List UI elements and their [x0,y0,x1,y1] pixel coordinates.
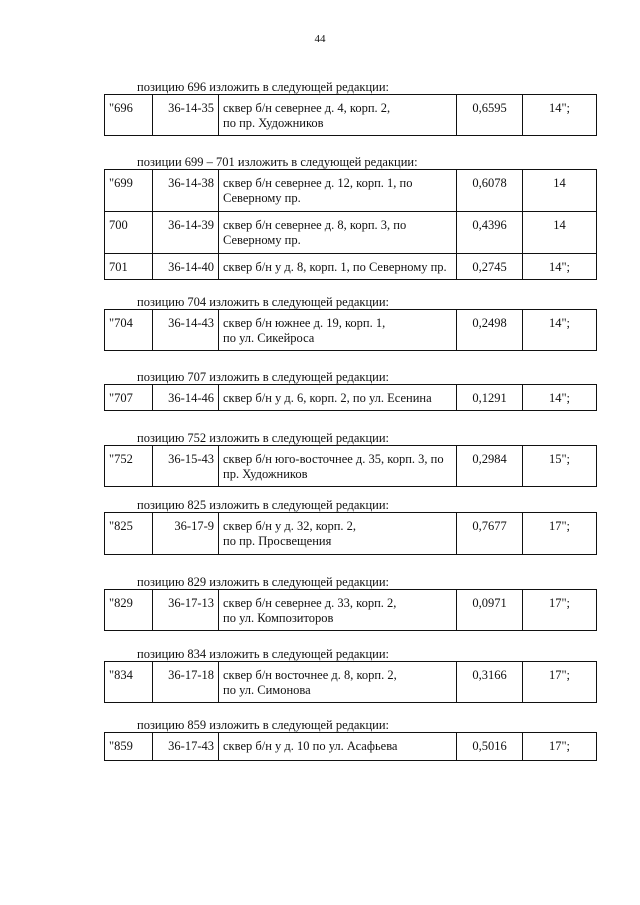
position-number: "825 [105,513,153,555]
registry-code: 36-14-35 [153,95,219,136]
entry-table [104,589,597,631]
position-number: "834 [105,662,153,703]
description-line: пр. Художников [223,467,308,481]
section-heading: позицию 834 изложить в следующей редакции: [137,647,389,661]
position-number: "859 [105,733,153,761]
amendment-section [104,80,596,136]
registry-code: 36-14-38 [153,170,219,212]
amendment-section [104,370,596,411]
zone-number: 14"; [523,310,597,351]
position-number: "829 [105,590,153,631]
object-description [219,254,457,280]
section-heading: позицию 707 изложить в следующей редакции: [137,370,389,384]
zone-number: 14"; [523,385,597,411]
description-line: сквер б/н севернее д. 4, корп. 2, [223,101,391,115]
description-line: сквер б/н у д. 32, корп. 2, [223,519,357,533]
amendment-section [104,647,596,703]
entry-table [104,384,597,411]
registry-code: 36-14-39 [153,212,219,254]
table-row [105,733,597,761]
registry-code: 36-17-18 [153,662,219,703]
zone-number: 14"; [523,254,597,280]
zone-number: 17"; [523,733,597,761]
amendment-section [104,155,596,280]
entry-table [104,661,597,703]
section-heading: позицию 859 изложить в следующей редакции: [137,718,389,732]
area-value: 0,0971 [457,590,523,631]
registry-code: 36-14-46 [153,385,219,411]
entry-table [104,445,597,487]
table-row [105,513,597,555]
table-row [105,95,597,136]
description-line: по пр. Художников [223,116,324,130]
registry-code: 36-17-13 [153,590,219,631]
zone-number: 17"; [523,662,597,703]
area-value: 0,5016 [457,733,523,761]
entry-table [104,169,597,280]
entry-table [104,309,597,351]
position-number: 701 [105,254,153,280]
object-description [219,212,457,254]
page-number: 44 [314,33,326,45]
amendment-section [104,431,596,487]
description-line: сквер б/н севернее д. 33, корп. 2, [223,596,397,610]
object-description [219,385,457,411]
table-row [105,385,597,411]
zone-number: 14"; [523,95,597,136]
description-line: сквер б/н у д. 6, корп. 2, по ул. Есенина [223,391,432,405]
area-value: 0,7677 [457,513,523,555]
registry-code: 36-15-43 [153,446,219,487]
section-heading: позицию 704 изложить в следующей редакции: [137,295,389,309]
area-value: 0,6595 [457,95,523,136]
position-number: "704 [105,310,153,351]
description-line: сквер б/н южнее д. 19, корп. 1, [223,316,386,330]
table-row [105,254,597,280]
amendment-section [104,575,596,631]
entry-table [104,732,597,761]
position-number: "707 [105,385,153,411]
section-heading: позиции 699 – 701 изложить в следующей редакции: [137,155,418,169]
registry-code: 36-17-43 [153,733,219,761]
zone-number: 14 [523,170,597,212]
description-line: по ул. Сикейроса [223,331,315,345]
position-number: "752 [105,446,153,487]
zone-number: 14 [523,212,597,254]
zone-number: 15"; [523,446,597,487]
section-heading: позицию 752 изложить в следующей редакции: [137,431,389,445]
description-line: сквер б/н у д. 8, корп. 1, по Северному пр. [223,260,447,274]
area-value: 0,2498 [457,310,523,351]
amendment-section [104,295,596,351]
description-line: сквер б/н юго-восточнее д. 35, корп. 3, по [223,452,444,466]
registry-code: 36-14-43 [153,310,219,351]
section-heading: позицию 696 изложить в следующей редакции: [137,80,389,94]
description-line: Северному пр. [223,191,301,205]
table-row [105,212,597,254]
area-value: 0,2745 [457,254,523,280]
description-line: сквер б/н восточнее д. 8, корп. 2, [223,668,397,682]
position-number: "699 [105,170,153,212]
area-value: 0,2984 [457,446,523,487]
object-description [219,590,457,631]
area-value: 0,3166 [457,662,523,703]
entry-table [104,94,597,136]
object-description [219,310,457,351]
area-value: 0,6078 [457,170,523,212]
object-description [219,513,457,555]
registry-code: 36-17-9 [153,513,219,555]
zone-number: 17"; [523,513,597,555]
table-row [105,170,597,212]
description-line: сквер б/н севернее д. 8, корп. 3, по [223,218,407,232]
description-line: по ул. Композиторов [223,611,334,625]
section-heading: позицию 825 изложить в следующей редакции: [137,498,389,512]
section-heading: позицию 829 изложить в следующей редакции: [137,575,389,589]
object-description [219,95,457,136]
description-line: сквер б/н у д. 10 по ул. Асафьева [223,739,398,753]
amendment-section [104,498,596,555]
description-line: Северному пр. [223,233,301,247]
table-row [105,310,597,351]
table-row [105,662,597,703]
position-number: 700 [105,212,153,254]
area-value: 0,4396 [457,212,523,254]
description-line: сквер б/н севернее д. 12, корп. 1, по [223,176,413,190]
object-description [219,662,457,703]
amendment-section [104,718,596,761]
registry-code: 36-14-40 [153,254,219,280]
object-description [219,170,457,212]
description-line: по пр. Просвещения [223,534,332,548]
zone-number: 17"; [523,590,597,631]
table-row [105,590,597,631]
position-number: "696 [105,95,153,136]
area-value: 0,1291 [457,385,523,411]
object-description [219,733,457,761]
description-line: по ул. Симонова [223,683,311,697]
entry-table [104,512,597,555]
object-description [219,446,457,487]
table-row [105,446,597,487]
